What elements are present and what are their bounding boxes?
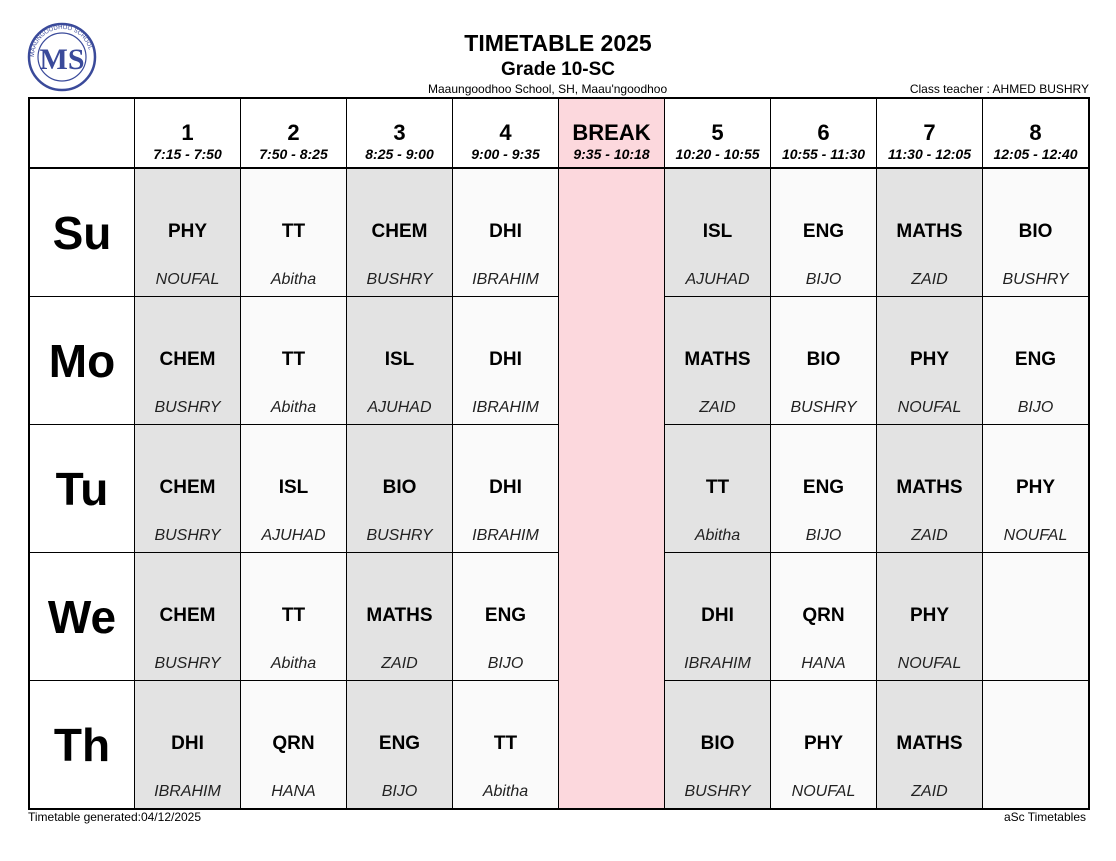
lesson-cell[interactable] (347, 297, 453, 425)
day-label: Tu (29, 425, 135, 553)
subject-label: PHY (909, 349, 950, 370)
lesson-cell[interactable] (135, 297, 241, 425)
lesson-cell[interactable] (877, 297, 983, 425)
period-time: 11:30 - 12:05 (887, 146, 971, 162)
subject-label: BIO (1018, 221, 1053, 242)
lesson-cell[interactable] (771, 297, 877, 425)
lesson-cell[interactable] (135, 425, 241, 553)
subject-label: PHY (803, 733, 844, 754)
subject-label: ENG (1014, 349, 1057, 370)
teacher-label: BIJO (805, 271, 842, 288)
teacher-label: BUSHRY (366, 527, 433, 544)
subject-label: CHEM (159, 477, 216, 498)
period-number: 4 (499, 120, 512, 145)
lesson-cell[interactable] (983, 553, 1090, 681)
lesson-cell[interactable] (877, 553, 983, 681)
lesson-cell[interactable] (453, 168, 559, 297)
period-number: 6 (817, 120, 830, 145)
teacher-label: BUSHRY (790, 399, 857, 416)
lesson-cell[interactable] (453, 297, 559, 425)
lesson-cell[interactable] (347, 168, 453, 297)
lesson-cell[interactable] (135, 168, 241, 297)
period-number: 5 (711, 120, 724, 145)
teacher-label: ZAID (911, 271, 948, 288)
teacher-label: Abitha (482, 783, 529, 800)
lesson-cell[interactable] (983, 297, 1090, 425)
subject-label: PHY (167, 221, 208, 242)
period-header-8 (983, 98, 1090, 168)
teacher-label: HANA (271, 783, 316, 800)
period-time: 7:50 - 8:25 (259, 146, 328, 162)
period-number: 7 (923, 120, 936, 145)
teacher-label: ZAID (911, 783, 948, 800)
day-label: Su (29, 168, 135, 297)
subject-label: BIO (700, 733, 735, 754)
period-header-5 (665, 98, 771, 168)
period-header-row (29, 98, 1089, 168)
lesson-cell[interactable] (983, 681, 1090, 810)
period-number: 1 (181, 120, 194, 145)
day-label: Th (29, 681, 135, 810)
teacher-label: BUSHRY (366, 271, 433, 288)
lesson-cell[interactable] (771, 681, 877, 810)
day-row-su (29, 168, 1089, 297)
teacher-label: BUSHRY (154, 655, 221, 672)
logo-ring-text: MAAUNGOODHOO SCHOOL (29, 24, 93, 58)
day-label: We (29, 553, 135, 681)
generated-date: Timetable generated:04/12/2025 (28, 810, 202, 824)
lesson-cell[interactable] (983, 168, 1090, 297)
subject-label: ENG (484, 605, 527, 626)
teacher-label: IBRAHIM (472, 399, 539, 416)
subject-label: ENG (378, 733, 421, 754)
period-header-break (559, 98, 665, 168)
lesson-cell[interactable] (347, 425, 453, 553)
teacher-label: IBRAHIM (472, 527, 539, 544)
teacher-label: NOUFAL (1003, 527, 1068, 544)
lesson-cell[interactable] (665, 425, 771, 553)
lesson-cell[interactable] (877, 681, 983, 810)
period-time: 9:35 - 10:18 (573, 146, 650, 162)
subject-label: ISL (384, 349, 415, 370)
lesson-cell[interactable] (453, 681, 559, 810)
period-number: 8 (1029, 120, 1042, 145)
subject-label: PHY (909, 605, 950, 626)
lesson-cell[interactable] (665, 553, 771, 681)
lesson-cell[interactable] (241, 681, 347, 810)
lesson-cell[interactable] (241, 168, 347, 297)
period-time: 10:55 - 11:30 (781, 146, 865, 162)
teacher-label: BIJO (381, 783, 418, 800)
subject-label: QRN (272, 733, 315, 754)
lesson-cell[interactable] (665, 297, 771, 425)
subject-label: TT (493, 733, 518, 754)
lesson-cell[interactable] (241, 425, 347, 553)
period-time: 10:20 - 10:55 (675, 146, 760, 162)
day-label: Mo (29, 297, 135, 425)
lesson-cell[interactable] (771, 553, 877, 681)
lesson-cell[interactable] (877, 425, 983, 553)
lesson-cell[interactable] (877, 168, 983, 297)
subject-label: DHI (701, 605, 734, 626)
period-header-7 (877, 98, 983, 168)
teacher-label: Abitha (270, 655, 317, 672)
period-header-4 (453, 98, 559, 168)
teacher-label: Abitha (270, 399, 317, 416)
teacher-label: AJUHAD (367, 399, 432, 416)
teacher-label: Abitha (694, 527, 741, 544)
lesson-cell[interactable] (241, 297, 347, 425)
lesson-cell[interactable] (347, 681, 453, 810)
subject-label: ENG (802, 221, 845, 242)
period-header-2 (241, 98, 347, 168)
lesson-cell[interactable] (135, 681, 241, 810)
period-number: BREAK (572, 120, 651, 145)
subject-label: TT (281, 605, 306, 626)
teacher-label: IBRAHIM (154, 783, 221, 800)
subject-label: DHI (489, 477, 522, 498)
lesson-cell[interactable] (983, 425, 1090, 553)
subject-label: TT (281, 221, 306, 242)
subject-label: DHI (489, 349, 522, 370)
lesson-cell[interactable] (453, 553, 559, 681)
subject-label: MATHS (366, 605, 433, 626)
school-name: Maaungoodhoo School, SH, Maau'ngoodhoo (428, 82, 668, 96)
lesson-cell[interactable] (665, 168, 771, 297)
lesson-cell[interactable] (347, 553, 453, 681)
subject-label: DHI (489, 221, 522, 242)
subject-label: ISL (702, 221, 733, 242)
subject-label: BIO (806, 349, 841, 370)
teacher-label: Abitha (270, 271, 317, 288)
subject-label: MATHS (684, 349, 751, 370)
lesson-cell[interactable] (665, 681, 771, 810)
software-credit: aSc Timetables (1003, 810, 1086, 824)
teacher-label: AJUHAD (685, 271, 750, 288)
period-time: 9:00 - 9:35 (471, 146, 540, 162)
teacher-label: BUSHRY (154, 527, 221, 544)
grade-title: Grade 10-SC (500, 59, 616, 80)
timetable-grid (28, 97, 1090, 810)
period-header-3 (347, 98, 453, 168)
teacher-label: IBRAHIM (684, 655, 751, 672)
subject-label: ENG (802, 477, 845, 498)
teacher-label: NOUFAL (155, 271, 220, 288)
lesson-cell[interactable] (453, 425, 559, 553)
teacher-label: BUSHRY (1002, 271, 1069, 288)
subject-label: CHEM (371, 221, 428, 242)
subject-label: MATHS (896, 477, 963, 498)
subject-label: ISL (278, 477, 309, 498)
teacher-label: NOUFAL (791, 783, 856, 800)
subject-label: DHI (171, 733, 204, 754)
period-time: 7:15 - 7:50 (153, 146, 222, 162)
class-teacher: Class teacher : AHMED BUSHRY (909, 82, 1089, 96)
subject-label: TT (281, 349, 306, 370)
subject-label: BIO (382, 477, 417, 498)
corner-cell (29, 98, 135, 168)
period-number: 2 (287, 120, 300, 145)
teacher-label: BUSHRY (684, 783, 751, 800)
lesson-cell[interactable] (241, 553, 347, 681)
subject-label: QRN (802, 605, 845, 626)
period-number: 3 (393, 120, 406, 145)
teacher-label: NOUFAL (897, 655, 962, 672)
teacher-label: AJUHAD (261, 527, 326, 544)
teacher-label: BIJO (805, 527, 842, 544)
lesson-cell[interactable] (135, 553, 241, 681)
teacher-label: NOUFAL (897, 399, 962, 416)
teacher-label: ZAID (381, 655, 418, 672)
break-column (559, 168, 665, 809)
logo-monogram: MS (39, 43, 85, 76)
teacher-label: IBRAHIM (472, 271, 539, 288)
period-header-6 (771, 98, 877, 168)
teacher-label: BIJO (487, 655, 524, 672)
subject-label: CHEM (159, 605, 216, 626)
subject-label: MATHS (896, 733, 963, 754)
teacher-label: HANA (801, 655, 846, 672)
period-time: 8:25 - 9:00 (365, 146, 434, 162)
teacher-label: ZAID (699, 399, 736, 416)
teacher-label: BIJO (1017, 399, 1054, 416)
subject-label: TT (705, 477, 730, 498)
teacher-label: BUSHRY (154, 399, 221, 416)
period-time: 12:05 - 12:40 (993, 146, 1078, 162)
page-title: TIMETABLE 2025 (464, 30, 652, 56)
subject-label: MATHS (896, 221, 963, 242)
teacher-label: ZAID (911, 527, 948, 544)
period-header-1 (135, 98, 241, 168)
subject-label: PHY (1015, 477, 1056, 498)
lesson-cell[interactable] (771, 425, 877, 553)
lesson-cell[interactable] (771, 168, 877, 297)
subject-label: CHEM (159, 349, 216, 370)
